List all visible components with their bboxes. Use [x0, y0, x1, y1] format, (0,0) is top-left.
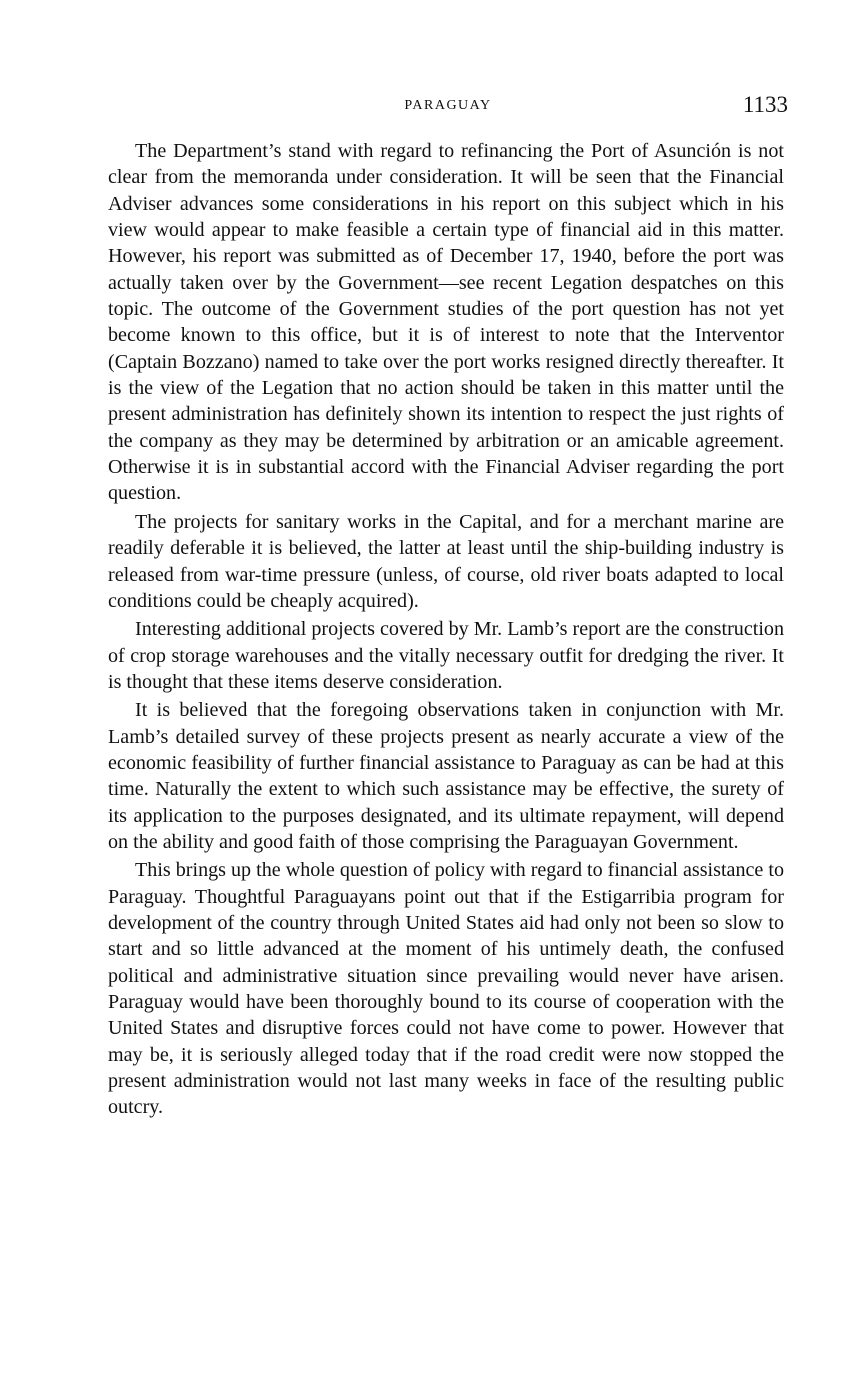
paragraph-economic-feasibility: It is believed that the foregoing observations taken in conjunction with Mr. Lamb’s detailed survey of these projects present as nearly accurate a view of the economic feasibility of further financial assistance to Paraguay as can be had at this time. Naturally the extent to which such assistance may be effective, the surety of its application to the purposes designated, and its ultimate repayment, will depend on the ability and good faith of those comprising the Paraguayan Government.: [108, 699, 784, 853]
paragraph-policy-question: This brings up the whole question of policy with regard to financial assistance to Paraguay. Thoughtful Paraguayans point out that if the Estigarribia program for development of the country through United States aid had only not been so slow to start and so little advanced at the moment of his untimely death, the confused political and administrative situation since prevailing would never have arisen. Paraguay would have been thoroughly bound to its course of cooperation with the United States and disruptive forces could not have come to power. However that may be, it is seriously alleged today that if the road credit were now stopped the present administration would not last many weeks in face of the resulting public outcry.: [108, 859, 784, 1119]
paragraph-port-of-asuncion: The Department’s stand with regard to refinancing the Port of Asunción is not clear from the memoranda under consideration. It will be seen that the Financial Adviser advances some considerations in his report on this subject which in his view would appear to make feasible a certain type of financial aid in this matter. However, his report was submitted as of December 17, 1940, before the port was actually taken over by the Government—see recent Legation despatches on this topic. The outcome of the Government studies of the port question has not yet become known to this office, but it is of interest to note that the Interventor (Captain Bozzano) named to take over the port works resigned directly thereafter. It is the view of the Legation that no action should be taken in this matter until the present administration has definitely shown its intention to respect the just rights of the company as they may be determined by arbitration or an amicable agreement. Otherwise it is in substantial accord with the Financial Adviser regarding the port question.: [108, 140, 784, 505]
running-head: PARAGUAY: [404, 98, 492, 113]
paragraph-sanitary-works: The projects for sanitary works in the Capital, and for a merchant marine are readily deferable it is believed, the latter at least until the ship-building industry is released from war-time pressure (unless, of course, old river boats adapted to local conditions could be cheaply acquired).: [108, 510, 784, 612]
paragraph-additional-projects: Interesting additional projects covered by Mr. Lamb’s report are the construction of crop storage warehouses and the vitally necessary outfit for dredging the river. It is thought that these items deserve consideration.: [108, 618, 784, 693]
page-number: 1133: [742, 92, 788, 117]
page-header: [108, 92, 788, 122]
body-text: [108, 138, 784, 1123]
